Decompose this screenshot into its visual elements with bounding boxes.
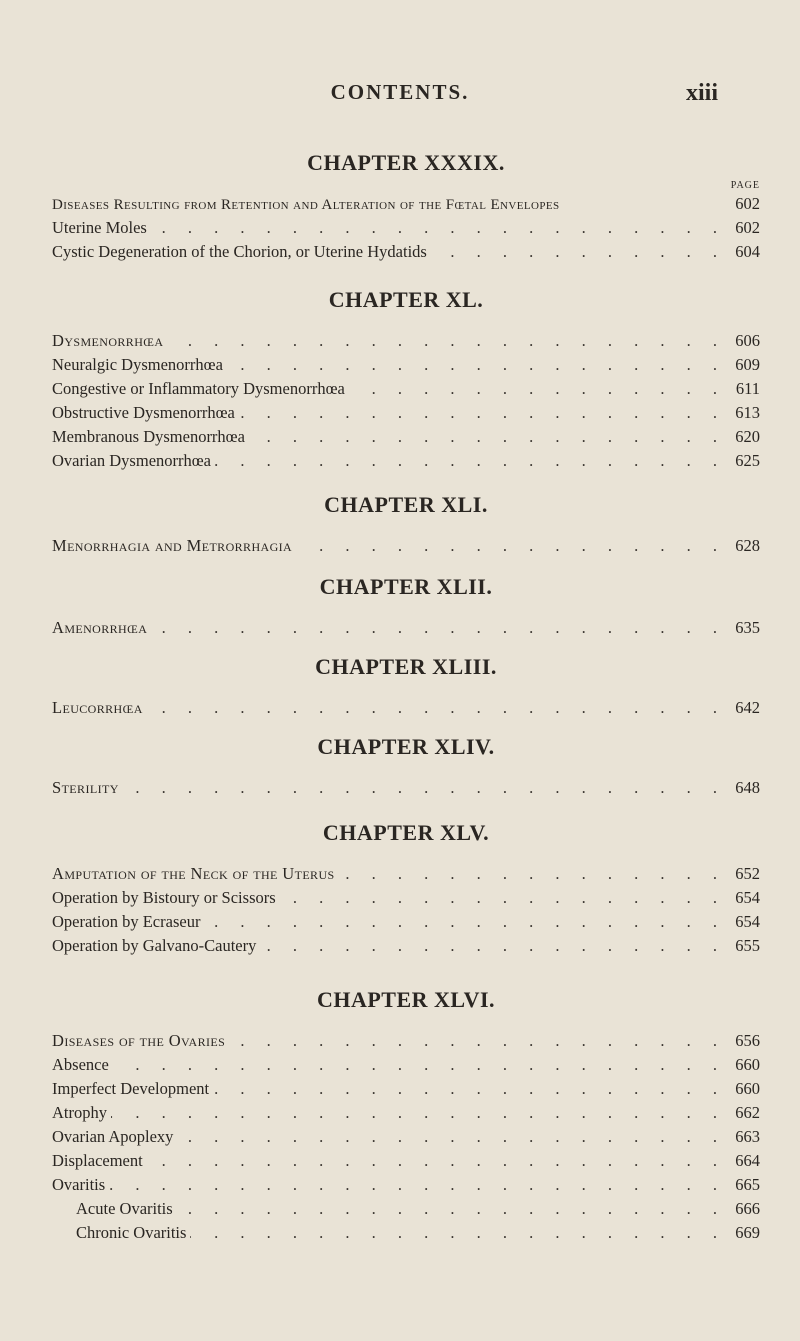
chapter-title: CHAPTER XLIV.: [317, 734, 495, 759]
entry-label: Congestive or Inflammatory Dysmenorrhœa: [52, 379, 345, 398]
chapter-title: CHAPTER XLIII.: [315, 654, 497, 679]
entry-page: 654: [735, 912, 760, 931]
toc-entry[interactable]: [52, 862, 760, 886]
entry-page: 635: [735, 618, 760, 637]
leader-dots: [260, 934, 726, 958]
entry-label: Imperfect Development: [52, 1079, 210, 1098]
entry-page: 620: [735, 427, 760, 446]
leader-dots: [190, 1221, 726, 1245]
toc-entry[interactable]: [52, 616, 760, 640]
toc-entry[interactable]: [52, 1197, 760, 1221]
running-title: CONTENTS.: [330, 80, 470, 104]
toc-entry[interactable]: [52, 192, 760, 216]
entry-label: Diseases of the Ovaries: [52, 1031, 226, 1050]
entry-label: Chronic Ovaritis: [76, 1223, 187, 1242]
toc-entry[interactable]: [52, 329, 760, 353]
entry-page: 655: [735, 936, 760, 955]
entry-page: 654: [735, 888, 760, 907]
toc-entry[interactable]: [52, 910, 760, 934]
entry-label: Membranous Dysmenorrhœa: [52, 427, 245, 446]
leader-dots: [147, 696, 726, 720]
leader-dots: [296, 534, 726, 558]
entry-label: Operation by Galvano-Cautery: [52, 936, 257, 955]
toc-entry[interactable]: [52, 1149, 760, 1173]
toc-entry[interactable]: [52, 377, 760, 401]
toc-entry[interactable]: [52, 886, 760, 910]
entry-label: Leucorrhœa: [52, 698, 143, 717]
toc-entry[interactable]: [52, 449, 760, 473]
toc-entry[interactable]: [52, 216, 760, 240]
entry-label: Absence: [52, 1055, 109, 1074]
entry-label: Neuralgic Dysmenorrhœa: [52, 355, 223, 374]
entry-page: 652: [735, 864, 760, 883]
leader-dots: [339, 862, 726, 886]
leader-dots: [167, 329, 726, 353]
toc-entry[interactable]: [52, 534, 760, 558]
entry-page: 609: [735, 355, 760, 374]
chapter-title: CHAPTER XL.: [328, 287, 484, 312]
chapter-xxxix: [52, 148, 760, 264]
entry-page: 606: [735, 331, 760, 350]
leader-dots: [151, 216, 726, 240]
toc-entry[interactable]: [52, 240, 760, 264]
entry-page: 669: [735, 1223, 760, 1242]
chapter-title: CHAPTER XLII.: [319, 574, 493, 599]
chapter-title: CHAPTER XXXIX.: [307, 150, 505, 175]
entry-label: Amenorrhœa: [52, 618, 148, 637]
entry-label: Ovarian Dysmenorrhœa: [52, 451, 211, 470]
leader-dots: [111, 1101, 726, 1125]
entry-page: 660: [735, 1055, 760, 1074]
leader-dots: [204, 910, 726, 934]
entry-page: 625: [735, 451, 760, 470]
chapter-xlv: [52, 818, 760, 958]
toc-entry[interactable]: [52, 1053, 760, 1077]
leader-dots: [151, 616, 726, 640]
entry-page: 642: [735, 698, 760, 717]
leader-dots: [147, 1149, 726, 1173]
entry-page: 660: [735, 1079, 760, 1098]
entry-page: 664: [735, 1151, 760, 1170]
entry-page: 602: [735, 218, 760, 237]
entry-label: Acute Ovaritis: [76, 1199, 173, 1218]
running-head: [0, 80, 800, 110]
entry-page: 666: [735, 1199, 760, 1218]
entry-label: Diseases Resulting from Retention and Alteration of the Fœtal Envelopes: [52, 197, 560, 213]
toc-entry[interactable]: [52, 1077, 760, 1101]
entry-label: Displacement: [52, 1151, 143, 1170]
toc-entry[interactable]: [52, 425, 760, 449]
leader-dots: [249, 425, 726, 449]
chapter-xliv: [52, 732, 760, 800]
entry-label: Ovarian Apoplexy: [52, 1127, 174, 1146]
toc-entry[interactable]: [52, 1125, 760, 1149]
entry-page: 628: [735, 536, 760, 555]
entry-label: Operation by Ecraseur: [52, 912, 201, 931]
chapter-title: CHAPTER XLI.: [324, 492, 488, 517]
entry-label: Sterility: [52, 778, 119, 797]
leader-dots: [239, 401, 726, 425]
entry-label: Ovaritis: [52, 1175, 106, 1194]
leader-dots: [109, 1173, 726, 1197]
leader-dots: [213, 1077, 726, 1101]
entry-label: Amputation of the Neck of the Uterus: [52, 864, 335, 883]
entry-label: Dysmenorrhœa: [52, 331, 164, 350]
entry-page: 663: [735, 1127, 760, 1146]
toc-entry[interactable]: [52, 1173, 760, 1197]
leader-dots: [431, 240, 726, 264]
entry-page: 648: [735, 778, 760, 797]
chapter-xliii: [52, 652, 760, 720]
entry-page: 662: [735, 1103, 760, 1122]
leader-dots: [229, 1029, 726, 1053]
page-number: xiii: [685, 80, 718, 106]
entry-label: Menorrhagia and Metrorrhagia: [52, 536, 293, 555]
entry-page: 665: [735, 1175, 760, 1194]
toc-entry[interactable]: [52, 401, 760, 425]
entry-page: 602: [735, 194, 760, 213]
entry-label: Cystic Degeneration of the Chorion, or Uterine Hydatids: [52, 242, 427, 261]
toc-entry[interactable]: [52, 696, 760, 720]
page-column-label: PAGE: [730, 180, 760, 191]
leader-dots: [280, 886, 726, 910]
entry-page: 613: [735, 403, 760, 422]
toc-entry[interactable]: [52, 353, 760, 377]
chapter-title: CHAPTER XLV.: [322, 820, 490, 845]
entry-label: Uterine Moles: [52, 218, 147, 237]
leader-dots: [215, 449, 726, 473]
leader-dots: [113, 1053, 726, 1077]
chapter-xl: [52, 285, 760, 473]
leader-dots: [349, 377, 726, 401]
entry-label: Atrophy: [52, 1103, 107, 1122]
entry-page: 611: [735, 379, 760, 398]
entry-page: 604: [735, 242, 760, 261]
leader-dots: [177, 1125, 726, 1149]
toc-entry[interactable]: [52, 1029, 760, 1053]
toc-entry[interactable]: [52, 776, 760, 800]
toc-entry[interactable]: [52, 934, 760, 958]
chapter-title: CHAPTER XLVI.: [316, 987, 496, 1012]
toc-entry[interactable]: [52, 1101, 760, 1125]
entry-label: Obstructive Dysmenorrhœa: [52, 403, 235, 422]
entry-page: 656: [735, 1031, 760, 1050]
toc-entry[interactable]: [52, 1221, 760, 1245]
leader-dots: [177, 1197, 726, 1221]
leader-dots: [123, 776, 726, 800]
entry-label: Operation by Bistoury or Scissors: [52, 888, 276, 907]
chapter-xli: [52, 490, 760, 558]
leader-dots: [227, 353, 726, 377]
chapter-xlii: [52, 572, 760, 640]
chapter-xlvi: [52, 985, 760, 1245]
